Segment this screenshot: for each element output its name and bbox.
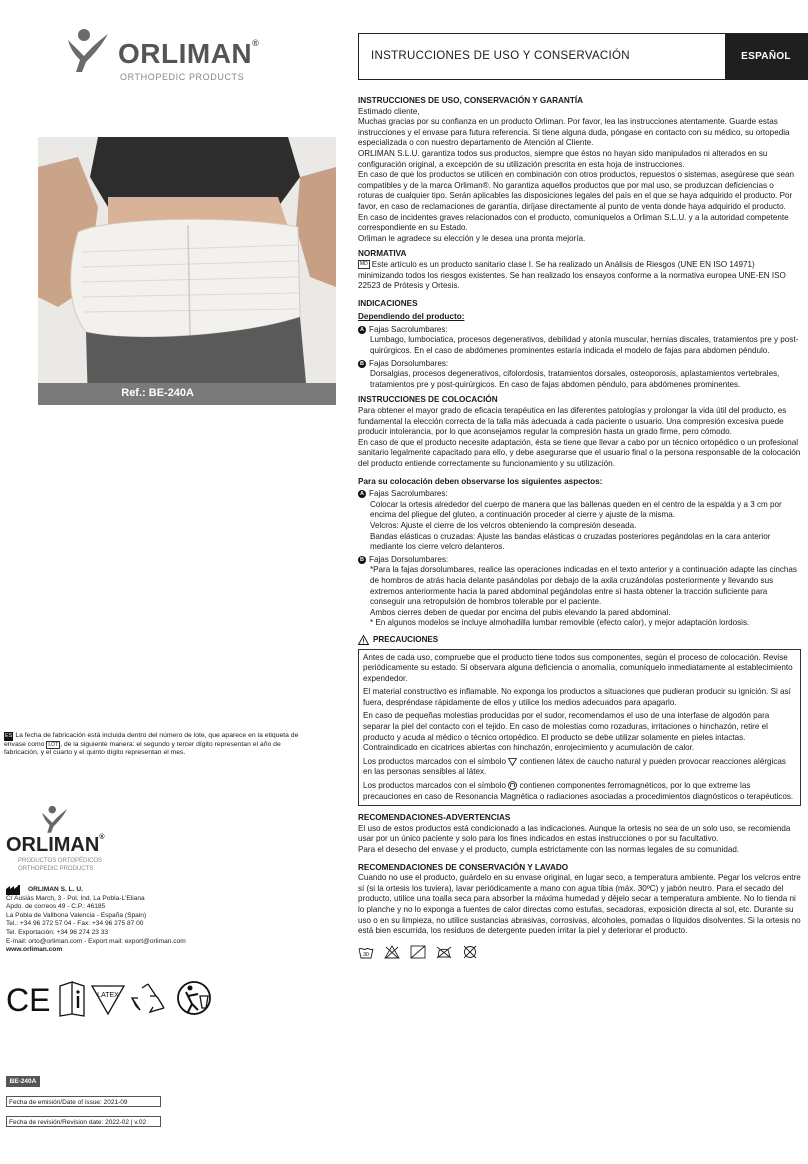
document-title: INSTRUCCIONES DE USO Y CONSERVACIÓN	[371, 50, 630, 62]
intro-paragraph: En caso de que los productos se utilicen en combinación con otros productos, repuestos o sistemas, asegúrese que sean compatibles y de la marca Orliman®. No garantiza aquellos productos que por mal uso, se produzcan deficiencias o roturas de cualquier tipo. Serán aplicables las disposiciones legales del país en el que se haya adquirido el producto. Por favor, en caso de reclamaciones de garantía, diríjase directamente al punto de venta donde haya adquirido el producto.	[358, 170, 794, 211]
product-code-badge: BE-240A	[6, 1076, 40, 1087]
colocacion-b-title: Fajas Dorsolumbares:	[369, 554, 449, 564]
product-reference-label: Ref.: BE-240A	[38, 383, 336, 405]
latex-free-icon	[92, 986, 124, 1014]
recomendaciones-paragraph: Para el desecho del envase y el producto, cumpla estrictamente con las normas legales de su comunidad.	[358, 845, 740, 854]
instructions-body	[358, 96, 801, 959]
address-line: C/ Ausiàs March, 3 - Pol. Ind. La Pobla-L'Eliana	[6, 894, 145, 902]
intro-paragraph: Muchas gracias por su confianza en un producto Orliman. Por favor, lea las instrucciones atentamente. Guarde estas instrucciones y el envase para futura referencia. Si tiene alguna duda, póngase en contacto con su médico, su ortopedia especializada o con nuestro departamento de Atención al Cliente.	[358, 117, 790, 148]
letter-a-icon: A	[358, 326, 366, 334]
colocacion-paragraph: Para obtener el mayor grado de eficacia terapéutica en las diferentes patologías y prolongar la vida útil del producto, es fundamental la elección correcta de la talla más adecuada a cada paciente o usuario. Una compresión excesiva puede producir intolerancia, por lo que aconsejamos regular la compresión hasta un grado firme, pero cómodo.	[358, 406, 787, 437]
section-heading-indicaciones: INDICACIONES	[358, 298, 418, 308]
company-name: ORLIMAN S. L. U.	[28, 886, 83, 893]
section-heading-warranty: INSTRUCCIONES DE USO, CONSERVACIÓN Y GARANTÍA	[358, 96, 584, 105]
revision-date: Fecha de revisión/Revision date: 2022-02 | v.02	[6, 1116, 161, 1127]
ferromagnetic-symbol-icon	[508, 781, 517, 790]
section-heading-precauciones: PRECAUCIONES	[373, 634, 439, 644]
section-heading-normativa: NORMATIVA	[358, 249, 407, 259]
document-header	[358, 33, 808, 80]
latex-note-end: contienen látex de caucho natural y pueden provocar reacciones alérgicas en las personas sensibles al látex.	[363, 756, 786, 777]
section-heading-conservacion: RECOMENDACIONES DE CONSERVACIÓN Y LAVADO	[358, 862, 569, 872]
indicaciones-a-text: Lumbago, lumbociatica, procesos degenerativos, debilidad y atonía muscular, hernias discales, tratamientos pre y post-quirúrgicos. En el caso de abdómenes prominentes estaría indicada el modelo de fajas para abdomen péndulo.	[370, 335, 799, 356]
greeting: Estimado cliente,	[358, 106, 420, 116]
ce-mark-icon: CE	[6, 982, 51, 1018]
language-badge: ESPAÑOL	[725, 34, 807, 79]
website-link[interactable]: www.orliman.com	[6, 946, 63, 954]
logo-tagline-en: ORTHOPEDIC PRODUCTS	[18, 866, 94, 872]
colocacion-paragraph: En caso de que el producto necesite adaptación, ésta se tiene que llevar a cabo por un técnico ortopédico o un profesional sanitario legalmente capacitado para ello, y debe asegurarse que el usuario final o la persona responsable de la colocación del producto entiende correctamente su funcionamiento y su utilización.	[358, 437, 801, 468]
precauciones-paragraph: En caso de pequeñas molestias producidas por el sudor, recomendamos el uso de una interfase de algodón para separar la piel del contacto con el tejido. En caso de molestias como rozaduras, irritaciones o hinchazón, retire el producto y acuda al médico o técnico ortopédico. El producto se debe utilizar solamente en pieles intactas. Contraindicado en cicatrices abiertas con hinchazón, enrojecimiento y acumulación de calor.	[363, 711, 770, 753]
product-photo	[38, 137, 336, 405]
manufacturing-date-note	[4, 732, 304, 758]
address-line: Apdo. de correos 49 - C.P.: 46185	[6, 903, 106, 911]
recomendaciones-paragraph: El uso de estos productos está condicionado a las indicaciones. Aunque la ortesis no sea de un solo uso, se recomienda usar por un único paciente y solo para los fines indicados en estas instrucciones o por su facultativo.	[358, 823, 791, 844]
intro-paragraph: Orliman le agradece su elección y le desea una pronta mejoría.	[358, 233, 586, 243]
logo-tagline: ORTHOPEDIC PRODUCTS	[120, 72, 245, 82]
conservacion-paragraph: Cuando no use el producto, guárdelo en su envase original, en lugar seco, a temperatura ambiente. Pegar los velcros entre sí (si la ortesis los tuviera), lavar periódicamente a mano con agua tibia (máx. 30ºC) y jabón neutro. Para el secado del producto, utilice una toalla seca para absorber la máxima humedad y déjelo secar a temperatura ambiente. No lo tienda ni lo planche y no lo exponga a fuentes de calor directas como estufas, secadoras, exposición directa al sol, etc. Durante su uso o en su limpieza, no utilice sustancias abrasivas, corrosivas, alcoholes, pomadas o líquidos disolventes. Si la ortesis no está bien escurrida, los residuos de detergente pueden irritar la piel y deteriorar el producto.	[358, 873, 801, 936]
colocacion-a-title: Fajas Sacrolumbares:	[369, 489, 448, 499]
precauciones-paragraph: El material constructivo es inflamable. No exponga los productos a situaciones que pudieran producir su ignición. Si así fuera, despréndase rápidamente de ellos y utilice los medios adecuados para apagarlo.	[363, 687, 791, 707]
intro-paragraph: En caso de incidentes graves relacionados con el producto, comuníquelos a Orliman S.L.U. y a la autoridad competente correspondiente en su Estado.	[358, 212, 789, 233]
orliman-figure-icon	[64, 26, 116, 74]
no-dry-clean-icon	[462, 945, 478, 959]
colocacion-aspects-heading: Para su colocación deben observarse los siguientes aspectos:	[358, 476, 603, 486]
email-line: E-mail: orto@orliman.com - Export mail: export@orliman.com	[6, 937, 186, 945]
colocacion-b-text: *Para la fajas dorsolumbares, realice las operaciones indicadas en el texto anterior y a continuación adapte las cinchas de hombros de atrás hacia delante pasándolas por debajo de la axila cruzándolas posteriormente y llevando sus extremos anteriormente hacia la pared abdominal pegándolas entre sí hasta obtener la tracción suficiente para conseguir una retropulsión de hombros tolerable por el paciente.	[370, 565, 797, 607]
indicaciones-b-text: Dorsalgias, procesos degenerativos, cifolordosis, tratamientos dorsales, osteoporosis, aplastamientos vertebrales, tratamientos pre y post-quirúrgicos. En caso de fajas abdomen péndulo, para abdómenes prominentes.	[370, 369, 780, 389]
logo-tagline-es: PRODUCTOS ORTOPÉDICOS	[18, 858, 103, 864]
lot-symbol-icon: LOT	[48, 741, 59, 748]
colocacion-b-text: * En algunos modelos se incluye almohadilla lumbar removible (efecto calor), y mejor adaptación lordosis.	[370, 618, 750, 628]
letter-b-icon: B	[358, 556, 366, 564]
md-symbol-icon: MD	[360, 261, 368, 268]
es-note-text: La fecha de fabricación está incluida dentro del número de lote, que aparece en la etiqueta de envase como	[4, 732, 299, 748]
colocacion-b-text: Ambos cierres deben de quedar por encima del pubis elevando la pared abdominal.	[370, 607, 671, 617]
indicaciones-subheading: Dependiendo del producto:	[358, 312, 465, 322]
dispose-bin-icon	[178, 982, 210, 1014]
no-iron-icon	[436, 945, 452, 959]
logo-reg-mark: ®	[252, 38, 260, 48]
recycle-icon	[132, 984, 164, 1012]
latex-symbol-icon	[508, 758, 517, 766]
compliance-icons	[6, 978, 226, 1018]
warning-triangle-icon	[358, 635, 369, 645]
hand-wash-icon	[358, 945, 374, 959]
latex-note-start: Los productos marcados con el símbolo	[363, 756, 507, 766]
wash-temperature-label: 30	[363, 951, 369, 958]
phone-fax-line: Tel.: +34 96 272 57 04 - Fax: +34 96 275 87 00	[6, 920, 144, 928]
logo-wordmark: ORLIMAN	[118, 38, 253, 69]
magnetic-note-start: Los productos marcados con el símbolo	[363, 781, 507, 791]
logo-reg-mark: ®	[99, 834, 105, 841]
care-symbols	[358, 945, 801, 959]
orliman-figure-icon	[38, 804, 74, 834]
no-bleach-icon	[384, 945, 400, 959]
address-line: La Pobla de Vallbona Valencia - España (Spain)	[6, 911, 147, 919]
orliman-logo-bottom	[6, 804, 136, 876]
indicaciones-a-title: Fajas Sacrolumbares:	[369, 324, 448, 334]
logo-wordmark: ORLIMAN	[6, 834, 100, 856]
colocacion-a-text: Bandas elásticas o cruzadas: Ajuste las bandas elásticas o cruzadas posteriores pegándolas en la cara anterior mediante los cierre velcro delanteros.	[370, 531, 771, 552]
orliman-logo	[64, 26, 284, 86]
manufacturer-address	[6, 886, 266, 955]
export-phone-line: Tel. Exportación: +34 96 274 23 33	[6, 928, 109, 936]
colocacion-a-text: Velcros: Ajuste el cierre de los velcros obteniendo la compresión deseada.	[370, 520, 637, 530]
precauciones-paragraph: Antes de cada uso, compruebe que el producto tiene todos sus componentes, según el proceso de colocación. Revise periódicamente su estado. Si observara alguna deficiencia o anomalía, comuníquelo inmediatamente al establecimiento expendedor.	[363, 652, 793, 683]
precauciones-box	[358, 649, 801, 807]
indicaciones-b-title: Fajas Dorsolumbares:	[369, 358, 449, 368]
intro-paragraph: ORLIMAN S.L.U. garantiza todos sus productos, siempre que éstos no hayan sido manipulados ni alterados en su configuración original, a excepción de su utilización prescrita en esta hoja de instrucciones.	[358, 148, 768, 169]
precauciones-heading-row	[358, 635, 801, 646]
normativa-text: Este artículo es un producto sanitario clase I. Se ha realizado un Análisis de Riesgos (UNE EN ISO 14971) minimizando todos los riesgos existentes. Se han realizado los ensayos conforme a la normativa europea UNE-EN ISO 22523 de Prótesis y Ortesis.	[358, 259, 786, 291]
manufacturer-factory-icon	[6, 885, 22, 895]
letter-b-icon: B	[358, 360, 366, 368]
product-illustration	[38, 137, 336, 405]
section-heading-recomendaciones: RECOMENDACIONES-ADVERTENCIAS	[358, 813, 511, 823]
magnetic-note-end: contienen componentes ferromagnéticos, por lo que extreme las precauciones en caso de Resonancia Magnética o radiaciones asociadas a procedimientos diagnósticos o terapéuticos.	[363, 781, 794, 801]
latex-icon-label: LATEX	[97, 992, 119, 999]
issue-date: Fecha de emisión/Date of issue: 2021-09	[6, 1096, 161, 1107]
es-note-text: , de la siguiente manera: el segundo y tercer dígito representan el año de fabricación, y el cuarto y el quinto dígito representan el mes.	[4, 740, 281, 756]
letter-a-icon: A	[358, 490, 366, 498]
consult-instructions-icon	[60, 982, 84, 1016]
colocacion-a-text: Colocar la ortesis alrededor del cuerpo de manera que las ballenas queden en el centro de la espalda y a 3 cm por encima del pliegue del gluteo, a continuación proceder al cierre y ajuste de la misma.	[370, 499, 782, 520]
section-heading-colocacion: INSTRUCCIONES DE COLOCACIÓN	[358, 395, 498, 405]
dry-flat-icon	[410, 945, 426, 959]
es-language-tag: ES	[5, 733, 13, 739]
